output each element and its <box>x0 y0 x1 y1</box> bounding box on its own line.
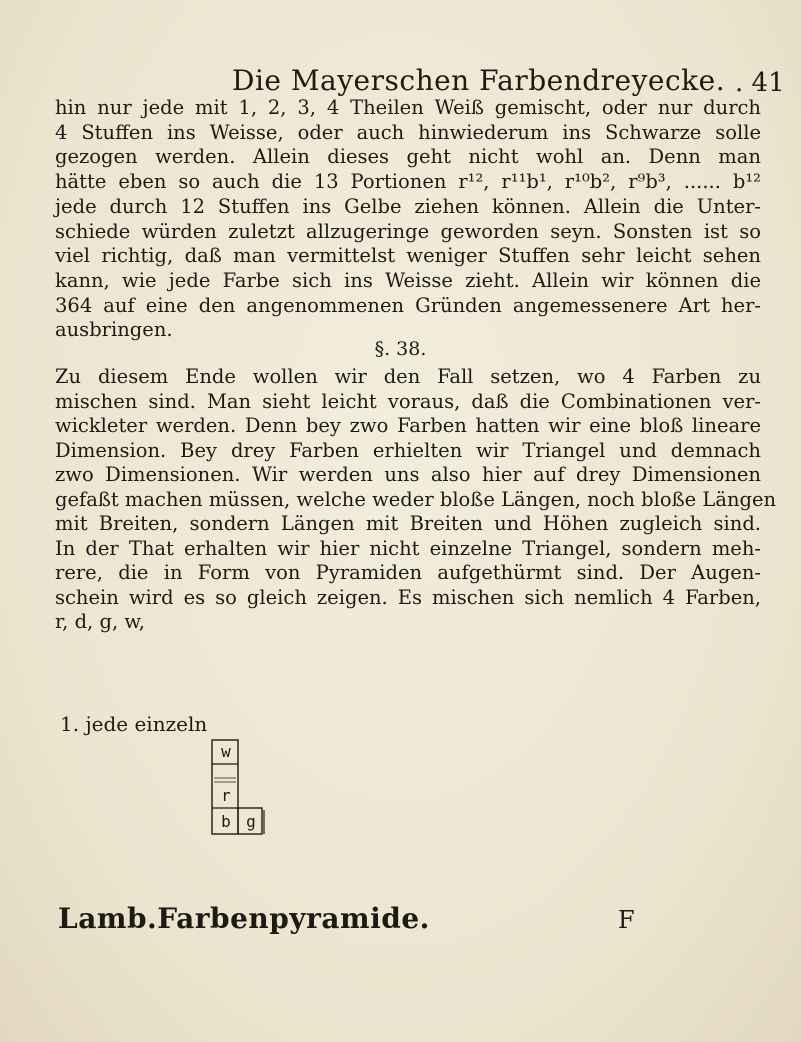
text-line: jede durch 12 Stuffen ins Gelbe ziehen können. Allein die Unter- <box>55 194 761 218</box>
text-line: mit Breiten, sondern Längen mit Breiten und Höhen zugleich sind. <box>55 512 761 535</box>
text-line: schiede würden zuletzt allzugeringe geworden seyn. Sonsten ist so <box>55 219 761 243</box>
color-pyramid-diagram <box>210 738 270 836</box>
text-line: Dimension. Bey drey Farben erhielten wir Triangel und demnach <box>55 438 761 462</box>
page-number: . 41 <box>735 68 785 98</box>
text-line: In der That erhalten wir hier nicht einzelne Triangel, sondern meh- <box>55 536 761 560</box>
catchword: Lamb.Farbenpyramide. <box>58 902 430 935</box>
text-line: rere, die in Form von Pyramiden aufgethürmt sind. Der Augen- <box>55 561 761 584</box>
diagram-cell-g: g <box>246 812 256 831</box>
text-line: schein wird es so gleich zeigen. Es mischen sich nemlich 4 Farben, <box>55 585 761 609</box>
running-title: Die Mayerschen Farbendreyecke. <box>232 64 726 97</box>
text-line: gezogen werden. Allein dieses geht nicht wohl an. Denn man <box>55 145 761 169</box>
text-line: 4 Stuffen ins Weisse, oder auch hinwiederum ins Schwarze solle <box>55 120 761 144</box>
paragraph-2 <box>55 365 777 635</box>
paragraph-1 <box>55 96 761 343</box>
section-heading: §. 38. <box>374 338 427 360</box>
diagram-cell-r: r <box>221 786 231 805</box>
text-line: mischen sind. Man sieht leicht voraus, daß die Combinationen ver- <box>55 389 761 413</box>
text-line: wickleter werden. Denn bey zwo Farben hatten wir eine bloß lineare <box>55 414 761 437</box>
signature-mark: F <box>618 906 635 934</box>
text-line: r, d, g, w, <box>55 610 145 633</box>
list-item-label: 1. jede einzeln <box>60 712 208 736</box>
text-line: ausbringen. <box>55 318 173 342</box>
text-line: Zu diesem Ende wollen wir den Fall setzen, wo 4 Farben zu <box>55 365 761 388</box>
text-line: gefaßt machen müssen, welche weder bloße Längen, noch bloße Längen <box>55 487 777 511</box>
text-line: hin nur jede mit 1, 2, 3, 4 Theilen Weiß gemischt, oder nur durch <box>55 96 761 119</box>
diagram-cell-b: b <box>221 812 231 831</box>
text-line: hätte eben so auch die 13 Portionen r¹², r¹¹b¹, r¹⁰b², r⁹b³, ...... b¹² <box>55 170 761 194</box>
text-line: zwo Dimensionen. Wir werden uns also hier auf drey Dimensionen <box>55 463 761 486</box>
text-line: 364 auf eine den angenommenen Gründen angemessenere Art her- <box>55 293 761 317</box>
diagram-cell-w: w <box>221 742 231 761</box>
text-line: viel richtig, daß man vermittelst weniger Stuffen sehr leicht sehen <box>55 244 761 268</box>
text-line: kann, wie jede Farbe sich ins Weisse zieht. Allein wir können die <box>55 268 761 292</box>
